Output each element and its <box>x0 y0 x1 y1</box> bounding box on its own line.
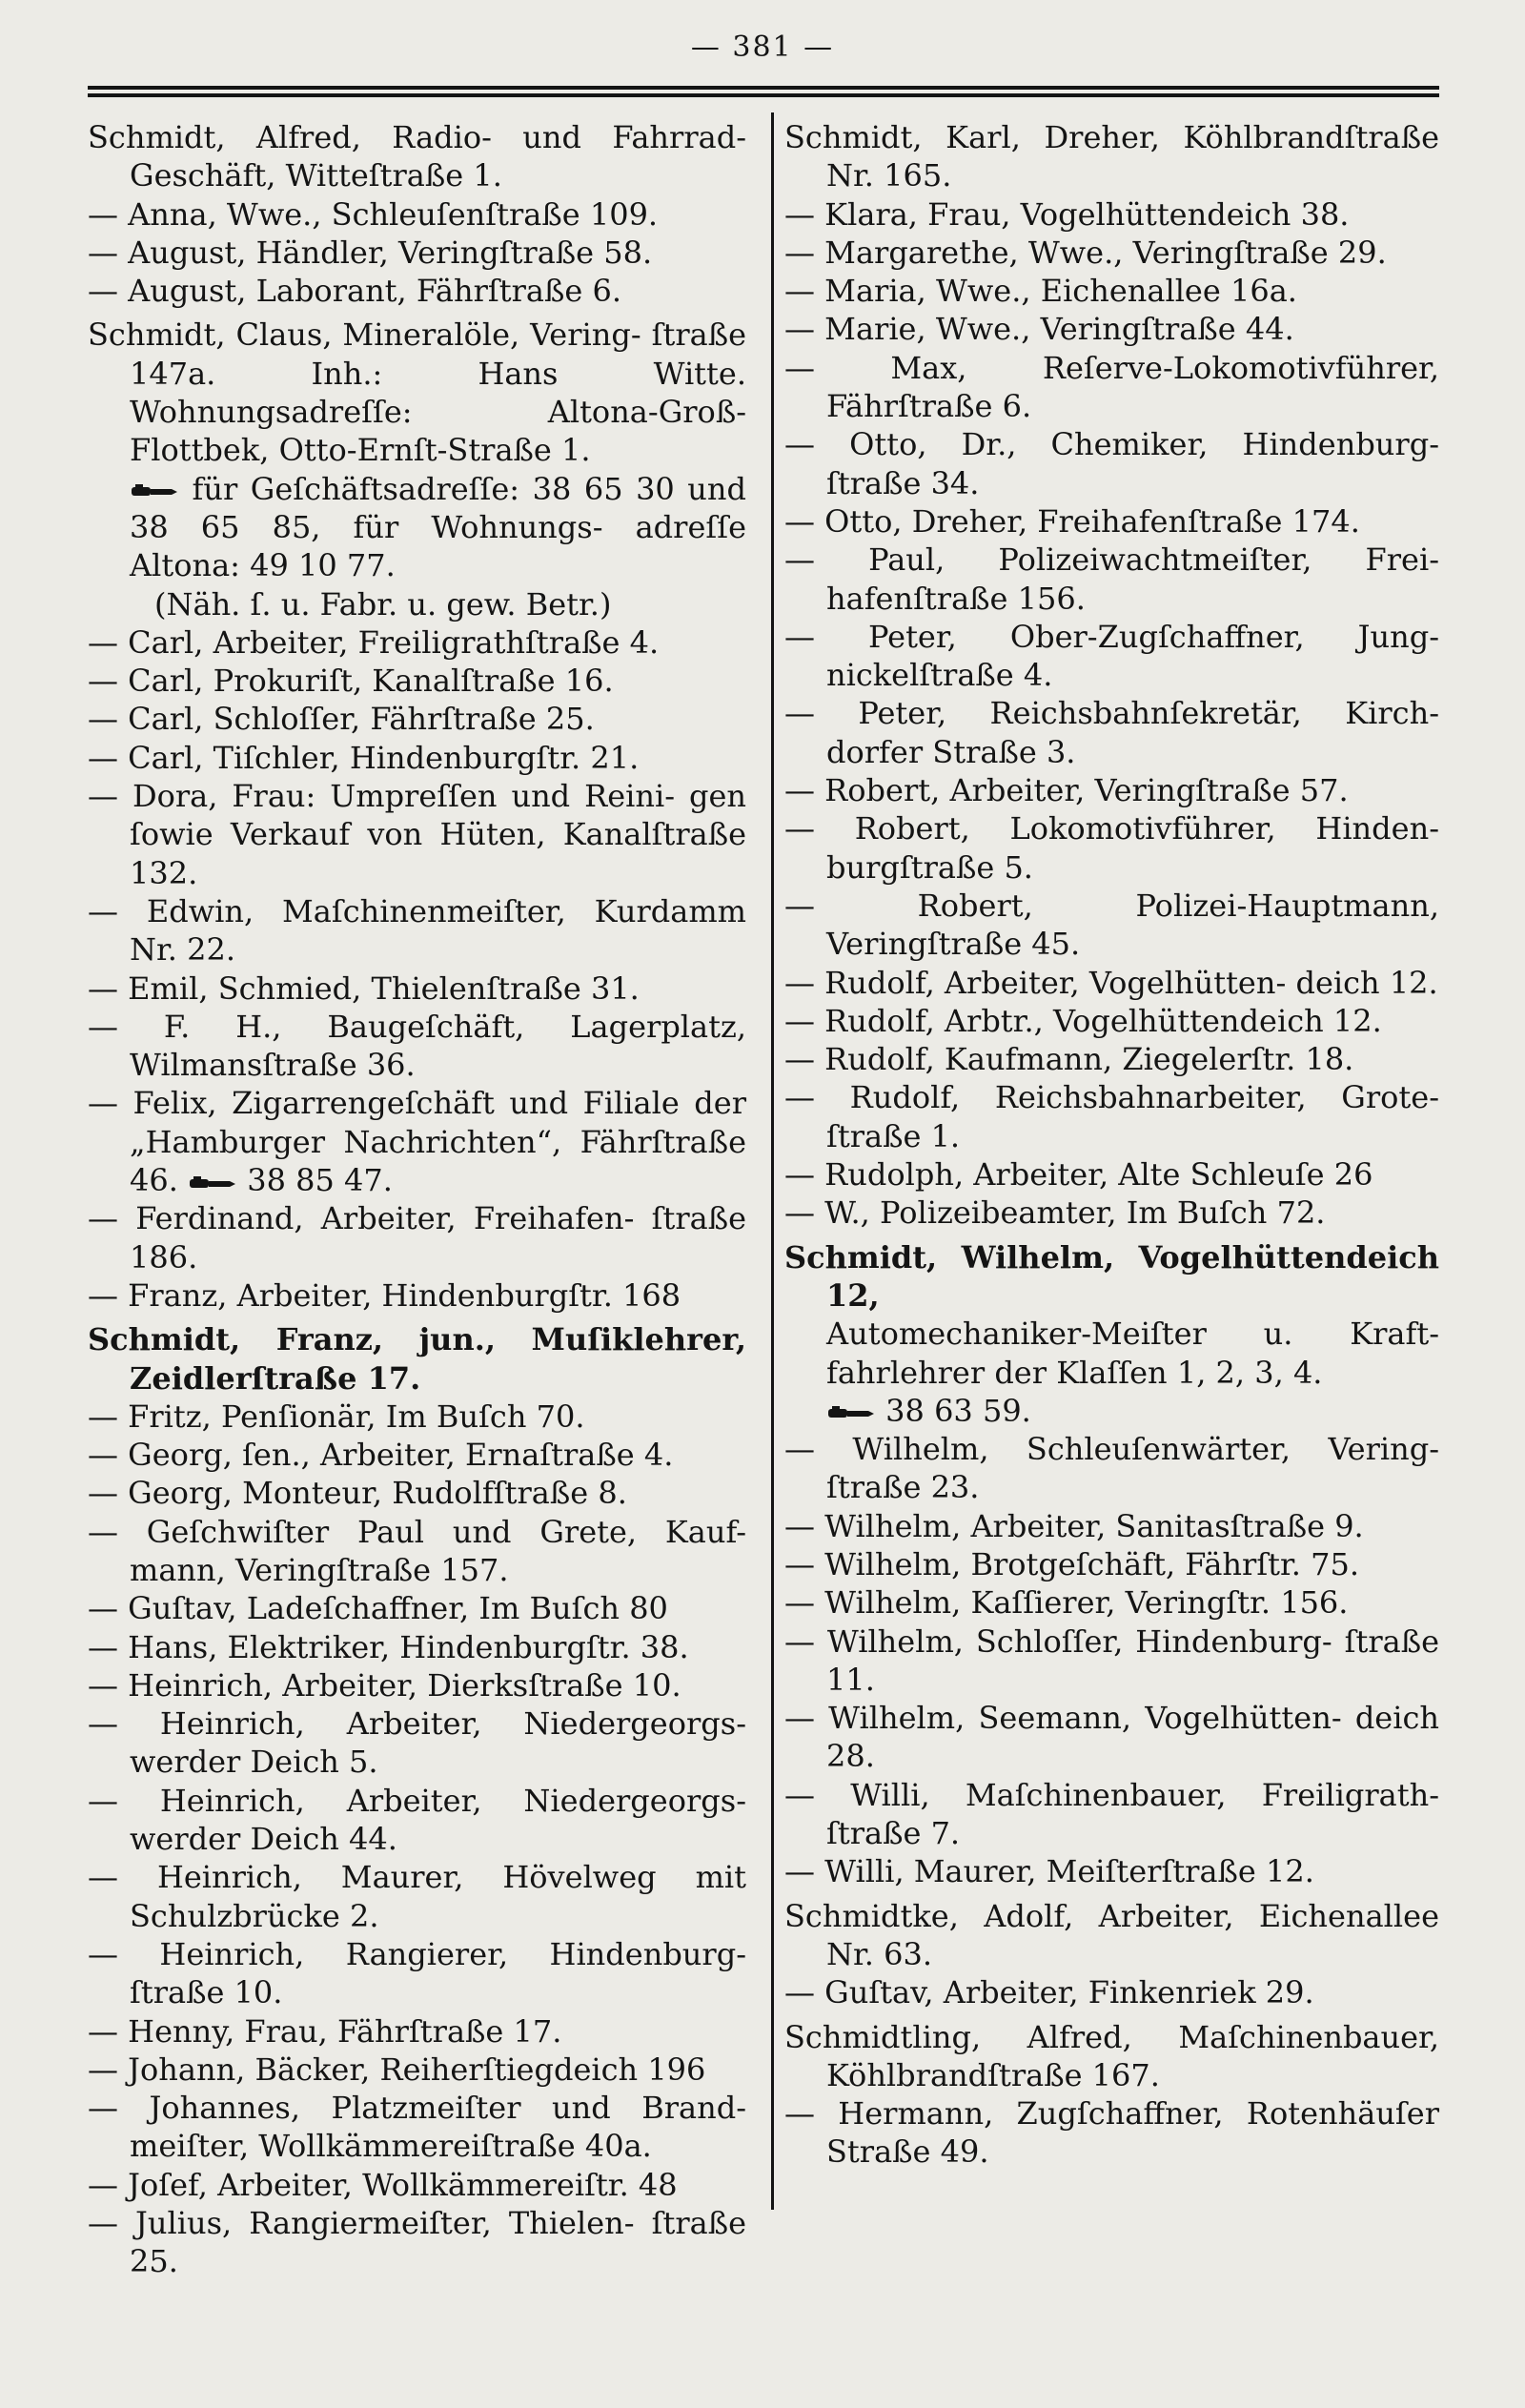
entry-text: — Willi, Maurer, Meiſterſtraße 12. <box>784 1853 1314 1890</box>
directory-entry <box>784 887 1450 964</box>
entry-text: — Ferdinand, Arbeiter, Freihafen- ſtraße 186. <box>88 1200 757 1275</box>
directory-entry <box>784 2018 1450 2095</box>
directory-entry <box>784 1194 1439 1232</box>
entry-text: — Heinrich, Arbeiter, Niedergeorgs- werder Deich 44. <box>88 1782 757 1858</box>
entry-text: — Wilhelm, Schloſſer, Hindenburg- ſtraße 11. <box>784 1622 1450 1698</box>
page-number: — 381 — <box>690 31 835 64</box>
telephone-hand-icon <box>826 1404 876 1421</box>
entry-text: — Joſef, Arbeiter, Wollkämmereiſtr. 48 <box>88 2166 678 2203</box>
entry-text: — Edwin, Maſchinenmeiſter, Kurdamm Nr. 22. <box>88 892 757 969</box>
directory-entry <box>88 739 746 777</box>
entry-text: — Paul, Polizeiwachtmeiſter, Frei- hafenſtraße 156. <box>784 541 1450 617</box>
directory-entry <box>784 1392 1439 1430</box>
entry-text: — Robert, Arbeiter, Veringſtraße 57. <box>784 772 1349 809</box>
entry-text: — Fritz, Penſionär, Im Buſch 70. <box>88 1398 585 1435</box>
header-double-rule <box>88 86 1439 97</box>
directory-entry <box>784 2094 1450 2172</box>
directory-entry <box>784 964 1439 1002</box>
directory-entry <box>88 700 746 738</box>
entry-text: — Willi, Maſchinenbauer, Freiligrath- ſtraße 7. <box>784 1776 1450 1852</box>
directory-entry <box>88 777 757 892</box>
directory-entry <box>784 1973 1439 2011</box>
entry-text: Schmidt, Wilhelm, Vogelhüttendeich 12, <box>784 1238 1451 1314</box>
left-column <box>88 112 763 2281</box>
directory-entry <box>88 969 746 1008</box>
directory-entry <box>784 1155 1439 1194</box>
entry-text: — Johannes, Platzmeiſter und Brand- meiſter, Wollkämmereiſtraße 40a. <box>88 2090 757 2165</box>
entry-text: — Heinrich, Maurer, Hövelweg mit Schulzbrücke 2. <box>88 1859 757 1934</box>
entry-text: — Rudolf, Reichsbahnarbeiter, Grote- ſtraße 1. <box>784 1079 1450 1154</box>
entry-text: — Carl, Prokuriſt, Kanalſtraße 16. <box>88 663 614 700</box>
entry-text: — Carl, Schloſſer, Fährſtraße 25. <box>88 701 595 738</box>
entry-text: — Hermann, Zugſchaffner, Rotenhäuſer Straße 49. <box>784 2095 1450 2171</box>
directory-entry <box>784 1776 1450 1853</box>
entry-text: — Wilhelm, Brotgeſchäft, Fährſtr. 75. <box>784 1545 1360 1582</box>
entry-text: — Otto, Dr., Chemiker, Hindenburg- ſtraße 34. <box>784 426 1450 501</box>
entry-text: — Franz, Arbeiter, Hindenburgſtr. 168 <box>88 1276 681 1314</box>
directory-entry <box>88 1398 746 1436</box>
directory-entry <box>784 502 1439 541</box>
entry-text: — Heinrich, Arbeiter, Dierksſtraße 10. <box>88 1666 681 1704</box>
entry-text: — Carl, Arbeiter, Freiligrathſtraße 4. <box>88 623 660 661</box>
directory-entry <box>88 1436 746 1474</box>
entry-text: — Robert, Polizei-Hauptmann, Veringſtraße 45. <box>784 887 1450 963</box>
directory-entry <box>784 118 1450 195</box>
telephone-hand-icon <box>188 1174 237 1192</box>
entry-text: — Rudolf, Arbeiter, Vogelhütten- deich 12. <box>784 964 1438 1001</box>
entry-text: — Rudolph, Arbeiter, Alte Schleuſe 26 <box>784 1156 1373 1194</box>
entry-text: — Georg, Monteur, Rudolfſtraße 8. <box>88 1475 627 1512</box>
entry-text: — Guſtav, Ladeſchaffner, Im Buſch 80 <box>88 1590 668 1627</box>
entry-text: — Margarethe, Wwe., Veringſtraße 29. <box>784 234 1387 271</box>
entry-text: — Heinrich, Arbeiter, Niedergeorgs- werder Deich 5. <box>88 1705 757 1781</box>
directory-entry <box>88 1589 746 1627</box>
entry-text: — Guſtav, Arbeiter, Finkenriek 29. <box>784 1974 1314 2011</box>
entry-text: — Peter, Ober-Zugſchaffner, Jung- nickelſtraße 4. <box>784 618 1450 694</box>
entry-text: — Henny, Frau, Fährſtraße 17. <box>88 2012 562 2050</box>
entry-text: — Hans, Elektriker, Hindenburgſtr. 38. <box>88 1628 689 1665</box>
directory-entry <box>88 1935 757 2012</box>
entry-text: — Klara, Frau, Vogelhüttendeich 38. <box>784 195 1350 233</box>
directory-entry <box>784 1507 1439 1545</box>
directory-entry <box>88 2089 757 2166</box>
directory-entry <box>784 1852 1439 1890</box>
directory-entry <box>784 349 1450 426</box>
directory-entry <box>784 541 1450 618</box>
directory-entry <box>88 1320 758 1398</box>
directory-entry <box>88 470 757 585</box>
directory-entry <box>88 1474 746 1512</box>
directory-entry <box>88 1276 746 1315</box>
entry-text: — Wilhelm, Schleuſenwärter, Vering- ſtraße 23. <box>784 1431 1450 1506</box>
directory-entry <box>784 618 1450 695</box>
directory-entry <box>784 809 1450 887</box>
directory-entry <box>784 1583 1439 1622</box>
entry-text: — Rudolf, Kaufmann, Ziegelerſtr. 18. <box>784 1041 1354 1078</box>
entry-text: — Robert, Lokomotivführer, Hinden- burgſtraße 5. <box>784 810 1450 886</box>
directory-entry <box>88 2051 746 2089</box>
directory-entry <box>88 272 746 310</box>
entry-text: Schmidt, Franz, jun., Muſiklehrer, Zeidlerſtraße 17. <box>88 1321 758 1397</box>
directory-entry <box>88 1199 757 1276</box>
entry-text: — Johann, Bäcker, Reiherſtiegdeich 196 <box>88 2051 706 2088</box>
phone-number: 38 85 47. <box>247 1162 393 1199</box>
directory-entry <box>784 1040 1439 1078</box>
directory-entry <box>784 1078 1450 1155</box>
entry-text: (Näh. ſ. u. Fabr. u. gew. Betr.) <box>154 585 612 622</box>
directory-entry <box>784 771 1439 809</box>
directory-entry <box>88 585 746 623</box>
entry-text: Automechaniker-Meiſter u. Kraft- fahrlehrer der Klaſſen 1, 2, 3, 4. <box>826 1316 1450 1391</box>
directory-entry <box>88 1704 757 1782</box>
right-column <box>763 112 1451 2281</box>
directory-entry <box>784 694 1450 771</box>
directory-entry <box>784 425 1450 502</box>
entry-text: — Wilhelm, Kaſſierer, Veringſtr. 156. <box>784 1584 1349 1622</box>
entry-text: Schmidtke, Adolf, Arbeiter, Eichenallee Nr. 63. <box>784 1897 1450 1972</box>
directory-entry <box>88 892 757 969</box>
directory-entry <box>784 1699 1450 1776</box>
entry-text: — Peter, Reichsbahnſekretär, Kirch- dorfer Straße 3. <box>784 695 1450 770</box>
entry-text: Schmidtling, Alfred, Maſchinenbauer, Köhlbrandſtraße 167. <box>784 2018 1450 2093</box>
entry-text: für Geſchäftsadreſſe: 38 65 30 und 38 65 85, für Wohnungs- adreſſe Altona: 49 10 77. <box>130 470 757 584</box>
directory-entry <box>88 623 746 662</box>
entry-text: — W., Polizeibeamter, Im Buſch 72. <box>784 1194 1326 1232</box>
entry-text: — F. H., Baugeſchäft, Lagerplatz, Wilmansſtraße 36. <box>88 1008 757 1084</box>
directory-entry <box>88 195 746 234</box>
directory-entry <box>88 2012 746 2051</box>
entry-text: — Wilhelm, Arbeiter, Sanitasſtraße 9. <box>784 1507 1364 1544</box>
directory-entry <box>784 1545 1439 1583</box>
entry-text: — Max, Reſerve-Lokomotivführer, Fährſtraße 6. <box>784 349 1450 425</box>
entry-text: — Julius, Rangiermeiſter, Thielen- ſtraße 25. <box>88 2205 757 2280</box>
directory-entry <box>88 118 757 195</box>
entry-text: — Rudolf, Arbtr., Vogelhüttendeich 12. <box>784 1002 1382 1039</box>
entry-text: — Heinrich, Rangierer, Hindenburg- ſtraße 10. <box>88 1935 757 2011</box>
entry-text: — August, Händler, Veringſtraße 58. <box>88 234 653 271</box>
column-divider <box>771 112 774 2210</box>
entry-text: Schmidt, Alfred, Radio- und Fahrrad- Geschäft, Witteſtraße 1. <box>88 119 757 194</box>
directory-entry <box>88 234 746 272</box>
entry-text: — Anna, Wwe., Schleuſenſtraße 109. <box>88 195 659 233</box>
entry-text: — Carl, Tiſchler, Hindenburgſtr. 21. <box>88 739 640 776</box>
entry-text: — Felix, Zigarrengeſchäft und Filiale der „Hamburger Nachrichten“, Fährſtraße 46. <box>88 1085 757 1199</box>
entry-text: — Georg, ſen., Arbeiter, Ernaſtraße 4. <box>88 1437 674 1474</box>
directory-entry <box>88 662 746 700</box>
entry-text: — Wilhelm, Seemann, Vogelhütten- deich 28. <box>784 1700 1450 1775</box>
directory-entry <box>88 1084 757 1199</box>
entry-text: Schmidt, Claus, Mineralöle, Vering- ſtraße 147a. Inh.: Hans Witte. Wohnungsadreſſe: Altona-Groß- Flottbek, Otto-Ernſt-Straße 1. <box>88 316 757 469</box>
directory-entry <box>784 195 1439 234</box>
directory-entry <box>88 316 757 469</box>
entry-text: — Dora, Frau: Umpreſſen und Reini- gen ſowie Verkauf von Hüten, Kanalſtraße 132. <box>88 778 757 891</box>
directory-entry <box>784 1622 1450 1700</box>
entry-text: — August, Laborant, Fährſtraße 6. <box>88 273 621 310</box>
directory-entry <box>784 1897 1450 1974</box>
directory-entry <box>88 1628 746 1666</box>
entry-text: — Otto, Dreher, Freihafenſtraße 174. <box>784 502 1360 540</box>
directory-entry <box>784 1238 1451 1316</box>
directory-entry <box>784 234 1439 272</box>
entry-text: — Emil, Schmied, Thielenſtraße 31. <box>88 969 640 1007</box>
directory-entry <box>784 310 1439 348</box>
directory-entry <box>784 1002 1439 1040</box>
directory-entry <box>88 1782 757 1859</box>
entry-text: — Marie, Wwe., Veringſtraße 44. <box>784 311 1294 348</box>
telephone-hand-icon <box>130 482 179 500</box>
entry-text: Schmidt, Karl, Dreher, Köhlbrandſtraße Nr. 165. <box>784 119 1450 194</box>
directory-entry <box>784 1315 1450 1392</box>
directory-entry <box>784 1430 1450 1507</box>
columns <box>88 112 1451 2281</box>
directory-entry <box>88 2166 746 2204</box>
entry-text: — Geſchwiſter Paul und Grete, Kauf- mann, Veringſtraße 157. <box>88 1513 757 1588</box>
directory-entry <box>88 1008 757 1085</box>
entry-text: 38 63 59. <box>885 1392 1031 1429</box>
entry-text: — Maria, Wwe., Eichenallee 16a. <box>784 273 1297 310</box>
directory-entry <box>88 1513 757 1590</box>
directory-entry <box>88 2204 757 2281</box>
directory-entry <box>88 1858 757 1935</box>
directory-entry <box>88 1666 746 1704</box>
directory-entry <box>784 272 1439 310</box>
